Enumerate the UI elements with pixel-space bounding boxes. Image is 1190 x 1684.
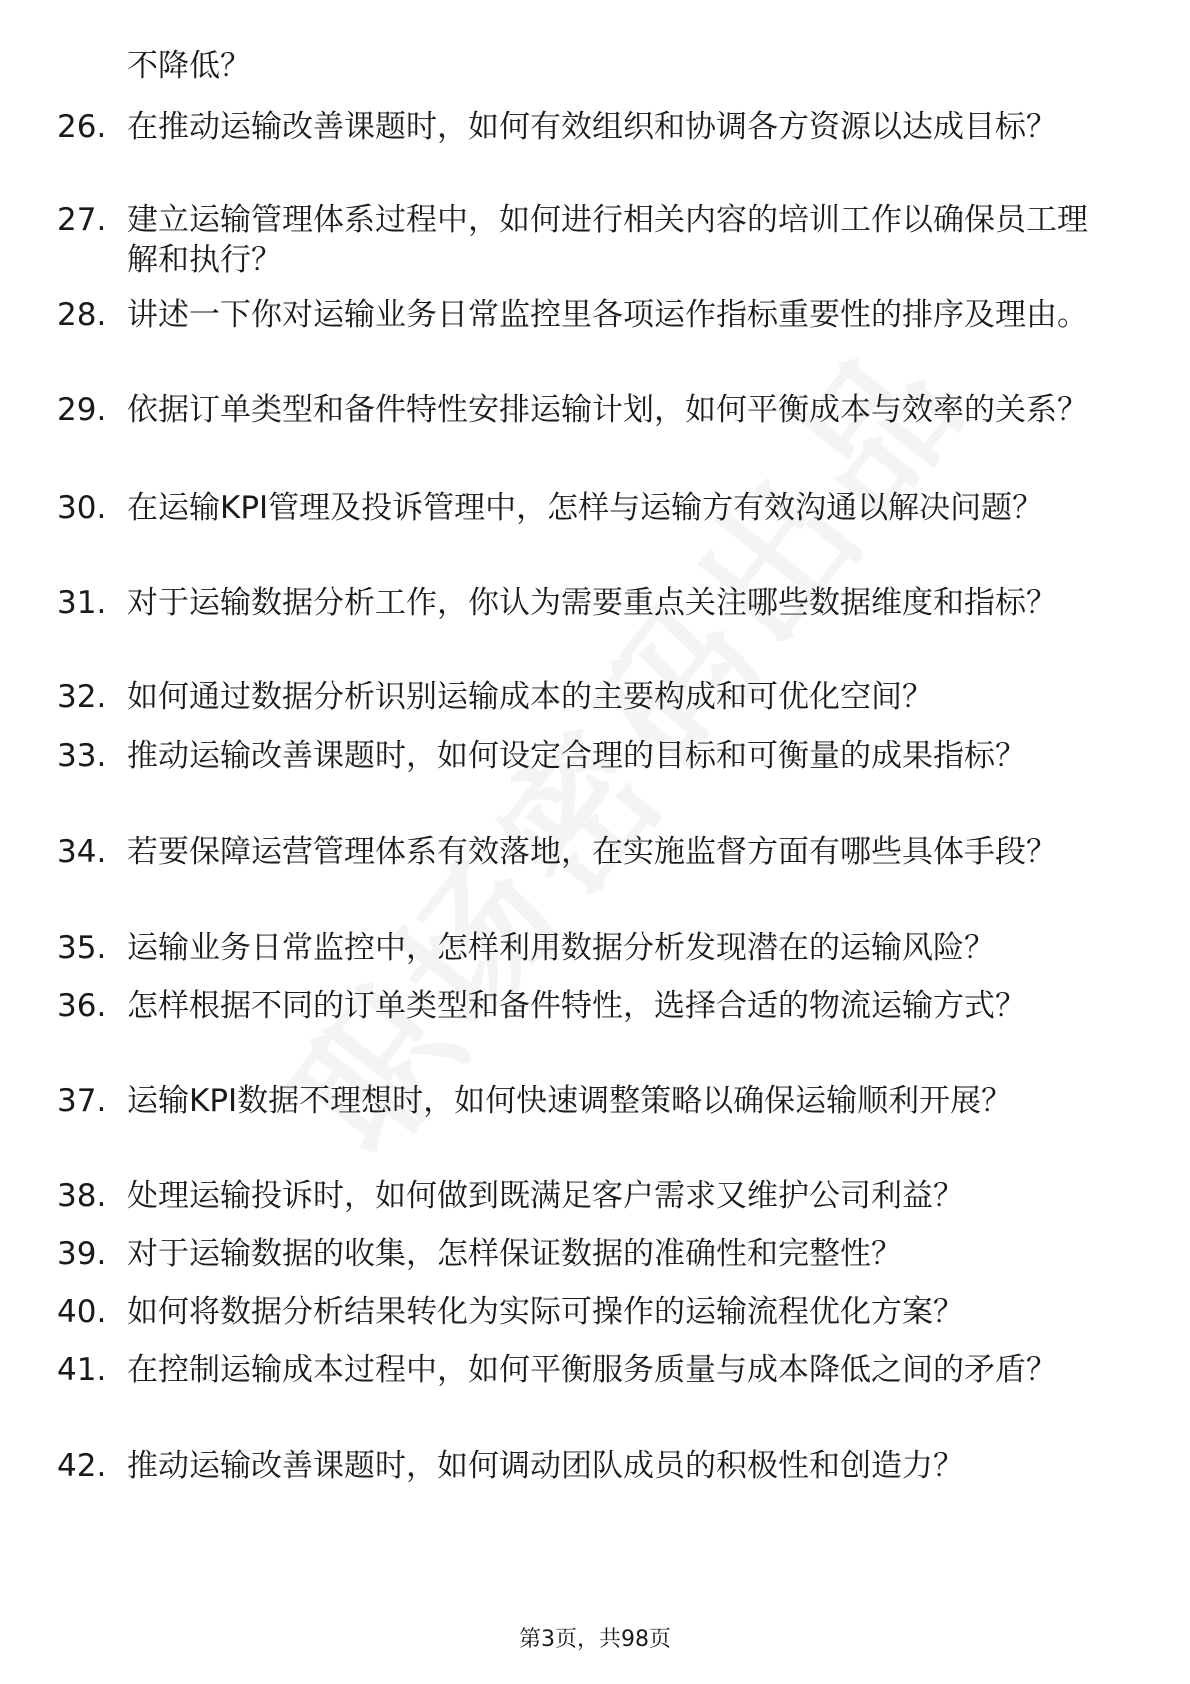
continued-question-text: 不降低？ xyxy=(127,48,251,84)
question-text: 推动运输改善课题时，如何设定合理的目标和可衡量的成果指标？ xyxy=(127,738,1026,774)
question-text: 运输KPI数据不理想时，如何快速调整策略以确保运输顺利开展？ xyxy=(127,1083,1013,1119)
question-number: 34. xyxy=(57,834,107,870)
question-number: 30. xyxy=(57,490,107,526)
question-text: 处理运输投诉时，如何做到既满足客户需求又维护公司利益？ xyxy=(127,1178,964,1214)
question-text: 在运输KPI管理及投诉管理中，怎样与运输方有效沟通以解决问题？ xyxy=(127,490,1044,526)
question-number: 35. xyxy=(57,930,107,966)
question-number: 32. xyxy=(57,679,107,715)
question-number: 39. xyxy=(57,1236,107,1272)
question-number: 29. xyxy=(57,392,107,428)
question-number: 33. xyxy=(57,738,107,774)
question-text: 推动运输改善课题时，如何调动团队成员的积极性和创造力？ xyxy=(127,1448,964,1484)
question-text: 讲述一下你对运输业务日常监控里各项运作指标重要性的排序及理由。 xyxy=(127,297,1088,333)
question-text: 若要保障运营管理体系有效落地，在实施监督方面有哪些具体手段？ xyxy=(127,834,1057,870)
question-text: 对于运输数据的收集，怎样保证数据的准确性和完整性？ xyxy=(127,1236,902,1272)
question-text: 对于运输数据分析工作，你认为需要重点关注哪些数据维度和指标？ xyxy=(127,585,1057,621)
question-text: 在推动运输改善课题时，如何有效组织和协调各方资源以达成目标？ xyxy=(127,109,1057,145)
question-number: 42. xyxy=(57,1448,107,1484)
question-text: 如何将数据分析结果转化为实际可操作的运输流程优化方案？ xyxy=(127,1294,964,1330)
question-text: 运输业务日常监控中，怎样利用数据分析发现潜在的运输风险？ xyxy=(127,930,995,966)
question-number: 38. xyxy=(57,1178,107,1214)
question-number: 40. xyxy=(57,1294,107,1330)
question-text: 在控制运输成本过程中，如何平衡服务质量与成本降低之间的矛盾？ xyxy=(127,1352,1057,1388)
question-number: 31. xyxy=(57,585,107,621)
question-text: 建立运输管理体系过程中，如何进行相关内容的培训工作以确保员工理解和执行？ xyxy=(127,202,1088,278)
page-number-footer: 第3页，共98页 xyxy=(519,1627,671,1652)
question-number: 36. xyxy=(57,988,107,1024)
question-number: 41. xyxy=(57,1352,107,1388)
question-number: 26. xyxy=(57,109,107,145)
question-number: 37. xyxy=(57,1083,107,1119)
question-text: 依据订单类型和备件特性安排运输计划，如何平衡成本与效率的关系？ xyxy=(127,392,1088,428)
question-number: 27. xyxy=(57,202,107,238)
question-number: 28. xyxy=(57,297,107,333)
question-text: 怎样根据不同的订单类型和备件特性，选择合适的物流运输方式？ xyxy=(127,988,1026,1024)
question-text: 如何通过数据分析识别运输成本的主要构成和可优化空间？ xyxy=(127,679,933,715)
